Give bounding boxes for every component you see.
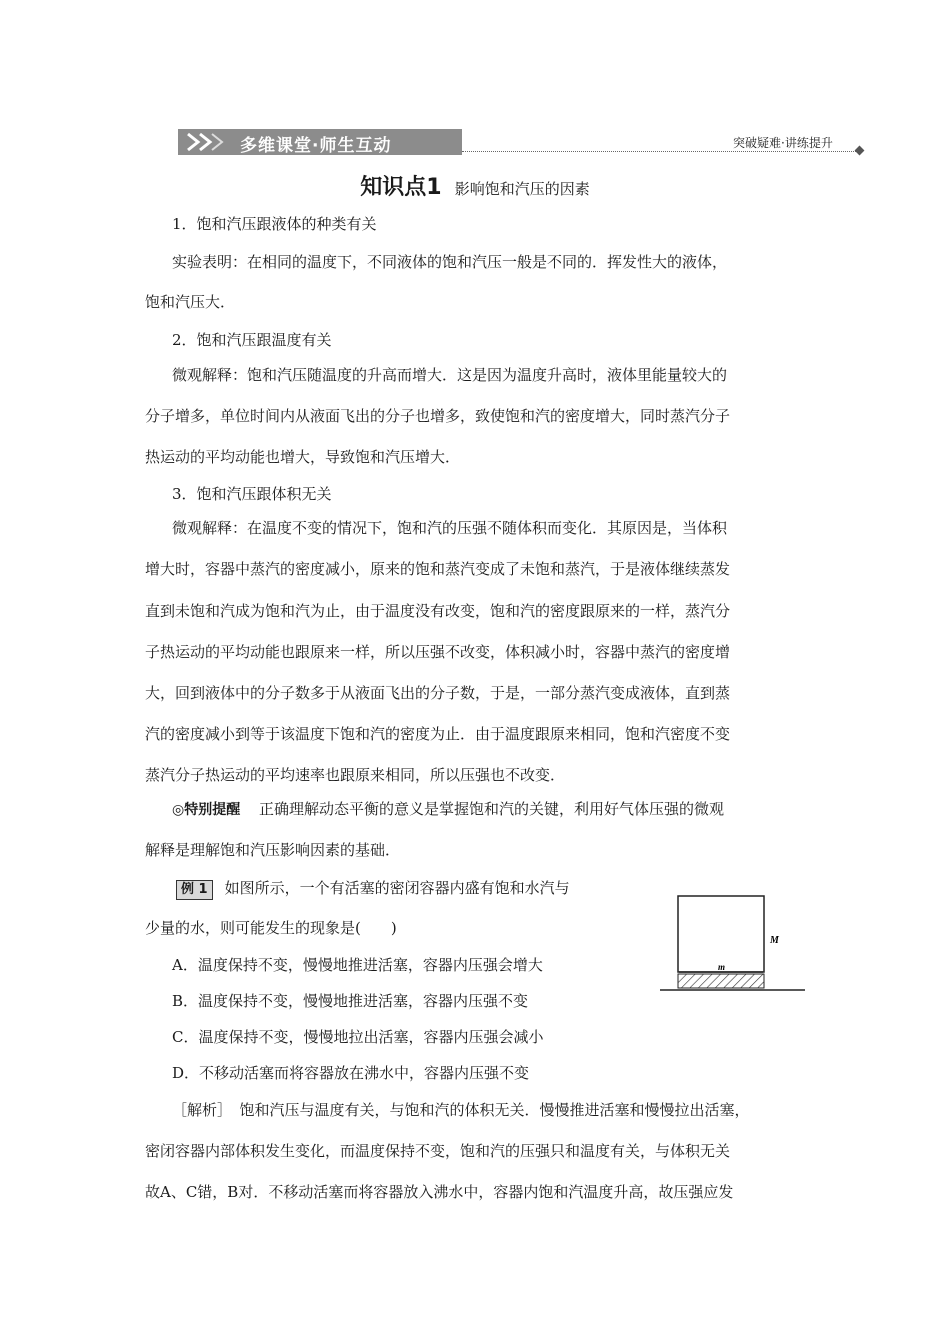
- paragraph-line: 子热运动的平均动能也跟原来一样，所以压强不改变，体积减小时，容器中蒸汽的密度增: [145, 643, 731, 661]
- example-stem-text: 如图所示，一个有活塞的密闭容器内盛有饱和水汽与: [224, 879, 570, 897]
- container-figure: [660, 890, 810, 1000]
- paragraph-line: 3．饱和汽压跟体积无关: [172, 485, 332, 503]
- section-banner: [178, 129, 868, 159]
- option-b: B．温度保持不变，慢慢地推进活塞，容器内压强不变: [172, 992, 529, 1010]
- paragraph-line: 解释是理解饱和汽压影响因素的基础．: [145, 841, 401, 859]
- section-label: 知识点1: [360, 175, 442, 200]
- section-title: 影响饱和汽压的因素: [454, 180, 590, 198]
- paragraph-line: 饱和汽压大．: [145, 293, 236, 311]
- reminder-label: ◎特别提醒: [172, 802, 241, 818]
- water-layer: [678, 974, 764, 988]
- example-tag: 例 1: [176, 880, 213, 900]
- paragraph-line: 汽的密度减小到等于该温度下饱和汽的密度为止．由于温度跟原来相同，饱和汽密度不变: [145, 725, 731, 743]
- paragraph-line: 微观解释：在温度不变的情况下，饱和汽的压强不随体积而变化．其原因是，当体积: [172, 519, 728, 537]
- container-outline: [678, 896, 764, 972]
- paragraph-line: 大，回到液体中的分子数多于从液面飞出的分子数，于是，一部分蒸汽变成液体，直到蒸: [145, 684, 731, 702]
- diamond-icon: [855, 146, 865, 156]
- reminder-text: 正确理解动态平衡的意义是掌握饱和汽的关键，利用好气体压强的微观: [259, 800, 725, 818]
- paragraph-line: 2．饱和汽压跟温度有关: [172, 331, 332, 349]
- analysis-line: 故A、C错，B对．不移动活塞而将容器放入沸水中，容器内饱和汽温度升高，故压强应发: [145, 1183, 734, 1201]
- example-stem: [176, 877, 570, 900]
- paragraph-line: 蒸汽分子热运动的平均速率也跟原来相同，所以压强也不改变．: [145, 766, 566, 784]
- option-c: C．温度保持不变，慢慢地拉出活塞，容器内压强会减小: [172, 1028, 544, 1046]
- label-M: M: [770, 935, 779, 946]
- paragraph-line: 热运动的平均动能也增大，导致饱和汽压增大．: [145, 448, 461, 466]
- label-m: m: [718, 962, 726, 972]
- banner-title: 多维课堂·师生互动: [240, 136, 392, 156]
- double-chevron-icon: [186, 132, 234, 152]
- paragraph-line: 少量的水，则可能发生的现象是( ): [145, 919, 397, 937]
- paragraph-line: 分子增多，单位时间内从液面飞出的分子也增多，致使饱和汽的密度增大，同时蒸汽分子: [145, 407, 731, 425]
- banner-right-text: 突破疑难·讲练提升: [733, 136, 833, 150]
- paragraph-line: 直到未饱和汽成为饱和汽为止，由于温度没有改变，饱和汽的密度跟原来的一样，蒸汽分: [145, 602, 731, 620]
- option-d: D．不移动活塞而将容器放在沸水中，容器内压强不变: [172, 1064, 530, 1082]
- special-reminder: [172, 798, 724, 819]
- paragraph-line: 增大时，容器中蒸汽的密度减小，原来的饱和蒸汽变成了未饱和蒸汽，于是液体继续蒸发: [145, 560, 731, 578]
- analysis-line: 密闭容器内部体积发生变化，而温度保持不变，饱和汽的压强只和温度有关，与体积无关: [145, 1142, 731, 1160]
- analysis-line: ［解析］ 饱和汽压与温度有关，与饱和汽的体积无关．慢慢推进活塞和慢慢拉出活塞，: [172, 1101, 750, 1119]
- banner-dotted-line: [462, 151, 856, 152]
- banner-tag: [178, 129, 462, 155]
- paragraph-line: 微观解释：饱和汽压随温度的升高而增大．这是因为温度升高时，液体里能量较大的: [172, 366, 728, 384]
- option-a: A．温度保持不变，慢慢地推进活塞，容器内压强会增大: [172, 956, 543, 974]
- paragraph-line: 1．饱和汽压跟液体的种类有关: [172, 215, 377, 233]
- section-heading: [0, 170, 950, 201]
- paragraph-line: 实验表明：在相同的温度下，不同液体的饱和汽压一般是不同的．挥发性大的液体，: [172, 253, 728, 271]
